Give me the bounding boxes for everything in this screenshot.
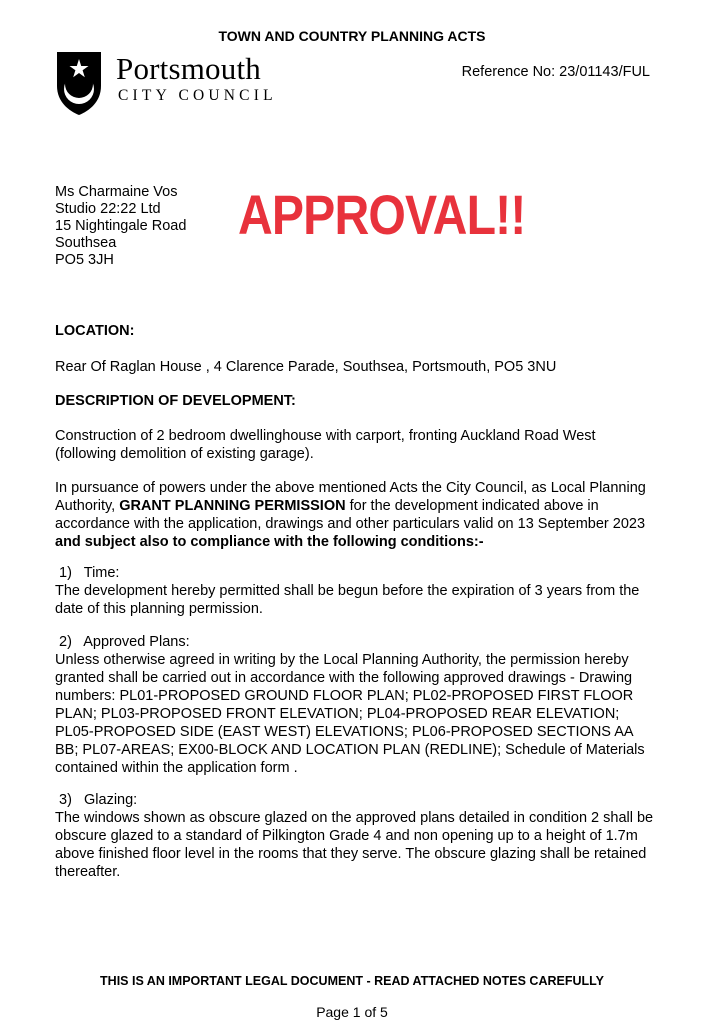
location-heading: LOCATION: [55,323,135,339]
location-text: Rear Of Raglan House , 4 Clarence Parade, Southsea, Portsmouth, PO5 3NU [55,359,557,375]
grant-permission-text: GRANT PLANNING PERMISSION [119,498,346,514]
description-text: Construction of 2 bedroom dwellinghouse with carport, fronting Auckland Road West (following demolition of existing garage). [55,428,596,462]
logo-subtitle: CITY COUNCIL [118,87,277,104]
condition-3-title: 3) Glazing: [55,792,138,808]
condition-3-text: The windows shown as obscure glazed on the approved plans detailed in condition 2 shall be obscure glazed to a standard of Pilkington Grade 4 and non opening up to a height of 1.7m above finished floor level in the rooms that they serve. The obscure glazing shall be retained thereafter. [55,810,654,880]
address-line: Studio 22:22 Ltd [55,201,161,217]
conditions-intro-text: and subject also to compliance with the following conditions:- [55,534,484,550]
crescent-star-crest-icon [54,50,104,116]
permission-paragraph [55,479,647,551]
legal-notice: THIS IS AN IMPORTANT LEGAL DOCUMENT - READ ATTACHED NOTES CAREFULLY [100,974,604,988]
condition-2-text: Unless otherwise agreed in writing by the Local Planning Authority, the permission hereby granted shall be carried out in accordance with the following approved drawings - Drawing numbers: PL01-PROPOSED GROUND FLOOR PLAN; PL02-PROPOSED FIRST FLOOR PLAN; PL03-PROPOSED FRONT ELEVATION; PL04-PROPOSED REAR ELEVATION; PL05-PROPOSED SIDE (EAST WEST) ELEVATIONS; PL06-PROPOSED SECTIONS AA BB; PL07-AREAS; EX00-BLOCK AND LOCATION PLAN (REDLINE); Schedule of Materials contained within the application form . [55,652,645,776]
address-line: 15 Nightingale Road [55,218,187,234]
permission-text: In pursuance of powers under the above mentioned Acts the City Council, as Local Planning Authority, [55,480,646,514]
permission-text: for the development indicated above in accordance with the application, drawings and other particulars valid on 13 September 2023 [55,498,646,532]
address-line: Ms Charmaine Vos [55,184,178,200]
approval-stamp: APPROVAL!! [238,183,526,246]
address-line: Southsea [55,235,117,251]
condition-1-title: 1) Time: [55,565,120,581]
description-heading: DESCRIPTION OF DEVELOPMENT: [55,393,296,409]
document-title: TOWN AND COUNTRY PLANNING ACTS [218,28,486,44]
council-logo [54,50,294,118]
logo-name: Portsmouth [116,51,261,86]
condition-2-title: 2) Approved Plans: [55,634,190,650]
reference-number: Reference No: 23/01143/FUL [461,64,650,80]
page-number: Page 1 of 5 [316,1004,388,1020]
condition-1-text: The development hereby permitted shall be begun before the expiration of 3 years from the date of this planning permission. [55,583,640,617]
recipient-address [55,184,186,269]
address-line: PO5 3JH [55,252,114,268]
